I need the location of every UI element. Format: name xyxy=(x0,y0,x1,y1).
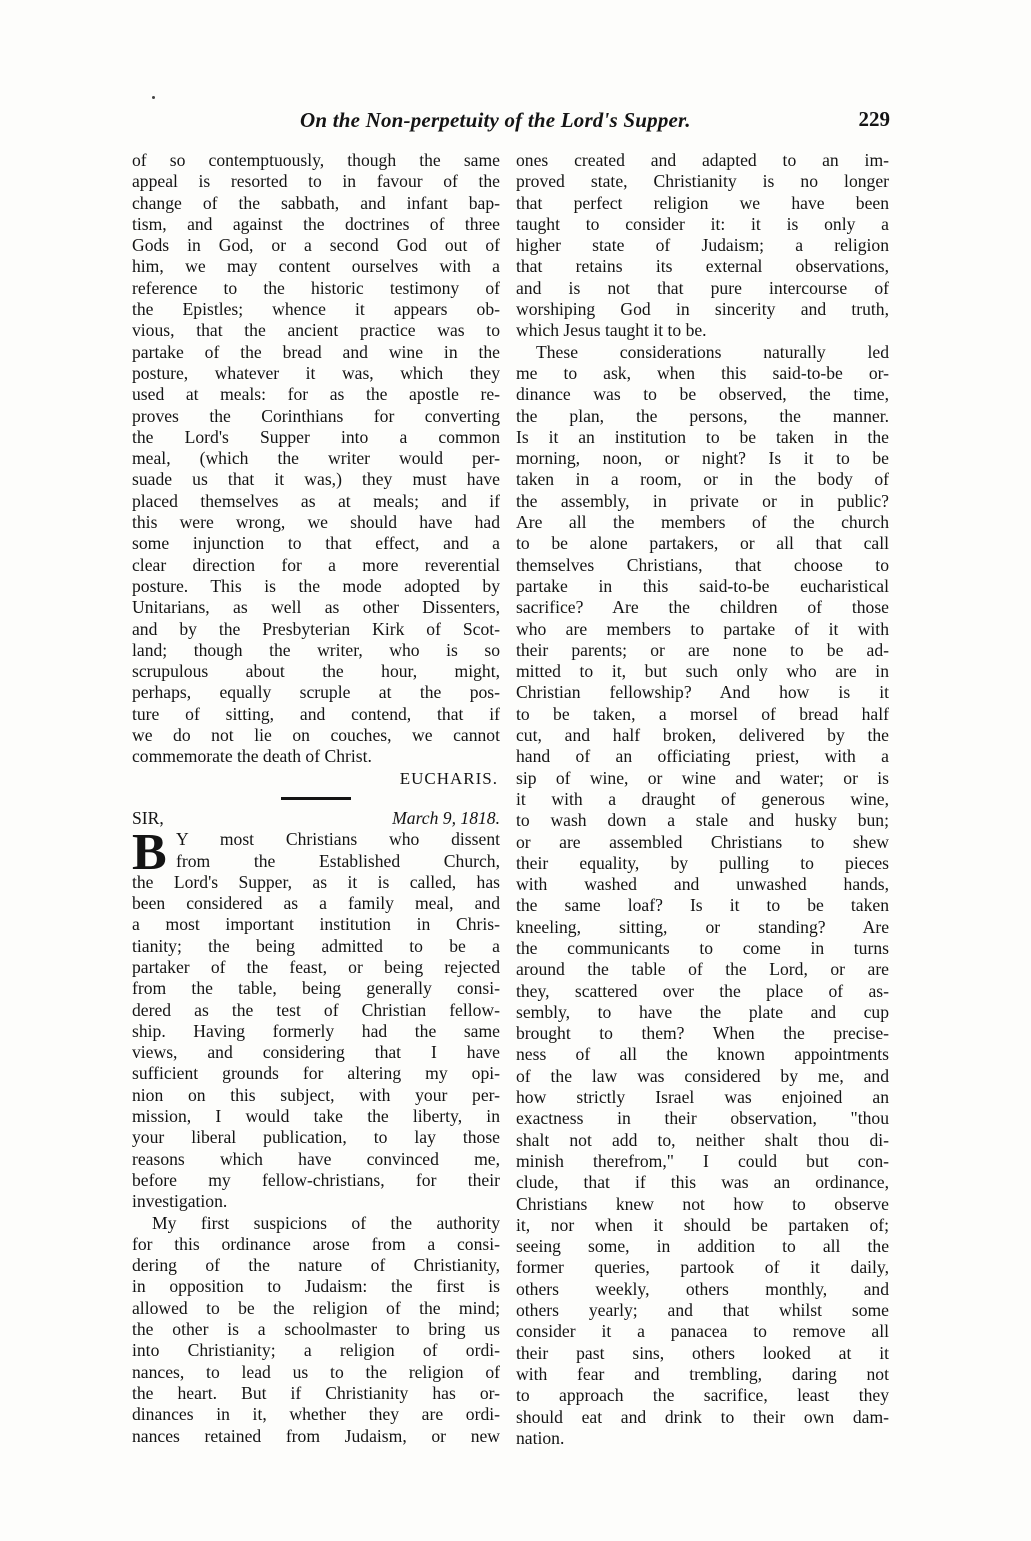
letter-dateline xyxy=(132,808,500,829)
text-line: or are assembled Christians to shew xyxy=(516,831,889,852)
text-line: the plan, the persons, the manner. xyxy=(516,405,889,426)
text-line: how strictly Israel was enjoined an xyxy=(516,1087,889,1108)
text-line: commemorate the death of Christ. xyxy=(132,746,372,767)
text-line: to be alone partakers, or all that call xyxy=(516,533,889,554)
text-line: which Jesus taught it to be. xyxy=(516,320,707,341)
text-line: the communicants to come in turns xyxy=(516,937,889,958)
text-line: should eat and drink to their own dam- xyxy=(516,1406,889,1427)
text-line: this were wrong, we should have had xyxy=(132,512,500,533)
text-line: Christian fellowship? And how is it xyxy=(516,682,889,703)
text-line: been considered as a family meal, and xyxy=(132,893,500,914)
running-head xyxy=(130,108,890,138)
text-line: exactness in their observation, "thou xyxy=(516,1108,889,1129)
text-line: for this ordinance arose from a consi- xyxy=(132,1233,500,1254)
text-line: clude, that if this was an ordinance, xyxy=(516,1172,889,1193)
text-line: Is it an institution to be taken in the xyxy=(516,426,889,447)
text-line: to be taken, a morsel of bread half xyxy=(516,703,889,724)
text-line: others yearly; and that whilst some xyxy=(516,1300,889,1321)
text-line: mission, I would take the liberty, in xyxy=(132,1106,500,1127)
text-line: appeal is resorted to in favour of the xyxy=(132,171,500,192)
text-line: me to ask, when this said-to-be or- xyxy=(516,362,889,383)
text-line: who are members to partake of it with xyxy=(516,618,889,639)
text-line: vious, that the ancient practice was to xyxy=(132,320,500,341)
text-line: the Lord's Supper, as it is called, has xyxy=(132,871,500,892)
text-line: and is not that pure intercourse of xyxy=(516,277,889,298)
text-line: dering of the nature of Christianity, xyxy=(132,1255,500,1276)
right-column-text xyxy=(516,150,889,1449)
text-line: him, we may content ourselves with a xyxy=(132,256,500,277)
text-line: ture of sitting, and contend, that if xyxy=(132,703,500,724)
text-line: nances retained from Judaism, or new xyxy=(132,1425,500,1446)
text-line: into Christianity; a religion of ordi- xyxy=(132,1340,500,1361)
text-line: the assembly, in private or in public? xyxy=(516,490,889,511)
text-line: around the table of the Lord, or are xyxy=(516,959,889,980)
text-line: partake of the bread and wine in the xyxy=(132,341,500,362)
left-column-text xyxy=(132,150,500,768)
text-line: investigation. xyxy=(132,1191,228,1212)
print-speck xyxy=(152,96,155,99)
text-line: the same loaf? Is it to be taken xyxy=(516,895,889,916)
text-line: partake in this said-to-be eucharistical xyxy=(516,575,889,596)
text-line: some injunction to that effect, and a xyxy=(132,533,500,554)
text-line: your liberal publication, to lay those xyxy=(132,1127,500,1148)
text-line: former queries, partook of it daily, xyxy=(516,1257,889,1278)
text-line: views, and considering that I have xyxy=(132,1042,500,1063)
text-line: clear direction for a more reverential xyxy=(132,554,500,575)
text-line: My first suspicions of the authority xyxy=(152,1212,500,1233)
text-line: from the Established Church, xyxy=(176,850,500,871)
running-title: On the Non-perpetuity of the Lord's Supper. xyxy=(300,108,691,132)
text-line: kneeling, sitting, or standing? Are xyxy=(516,916,889,937)
text-line: shalt not add to, neither shalt thou di- xyxy=(516,1129,889,1150)
text-line: mitted to it, but such only who are in xyxy=(516,661,889,682)
left-column xyxy=(132,150,500,1447)
text-line: posture, whatever it was, which they xyxy=(132,362,500,383)
text-line: change of the sabbath, and infant bap- xyxy=(132,192,500,213)
text-line: posture. This is the mode adopted by xyxy=(132,575,500,596)
text-line: tianity; the being admitted to be a xyxy=(132,935,500,956)
text-line: themselves Christians, that choose to xyxy=(516,554,889,575)
text-line: placed themselves as at meals; and if xyxy=(132,490,500,511)
text-line: Y most Christians who dissent xyxy=(176,829,500,850)
text-line: land; though the writer, who is so xyxy=(132,639,500,660)
text-line: nances, to lead us to the religion of xyxy=(132,1361,500,1382)
text-line: with fear and trembling, daring not xyxy=(516,1363,889,1384)
text-line: to wash down a stale and husky bun; xyxy=(516,810,889,831)
text-line: the Epistles; whence it appears ob- xyxy=(132,299,500,320)
text-line: hand of an officiating priest, with a xyxy=(516,746,889,767)
text-line: tism, and against the doctrines of three xyxy=(132,213,500,234)
text-line: Gods in God, or a second God out of xyxy=(132,235,500,256)
signature: EUCHARIS. xyxy=(399,768,498,788)
text-line: sacrifice? Are the children of those xyxy=(516,597,889,618)
text-line: ones created and adapted to an im- xyxy=(516,150,889,170)
text-line: the other is a schoolmaster to bring us xyxy=(132,1319,500,1340)
text-line: it with a draught of generous wine, xyxy=(516,788,889,809)
text-line: that perfect religion we have been xyxy=(516,192,889,213)
text-line: the heart. But if Christianity has or- xyxy=(132,1382,500,1403)
text-line: of the law was considered by me, and xyxy=(516,1065,889,1086)
text-line: These considerations naturally led xyxy=(536,341,889,362)
text-line: sip of wine, or wine and water; or is xyxy=(516,767,889,788)
letter-body xyxy=(132,824,500,1447)
text-line: others weekly, others monthly, and xyxy=(516,1278,889,1299)
text-line: taught to consider it: it is only a xyxy=(516,213,889,234)
text-line: taken in a room, or in the body of xyxy=(516,469,889,490)
text-line: perhaps, equally scruple at the pos- xyxy=(132,682,500,703)
text-line: before my fellow-christians, for their xyxy=(132,1169,500,1190)
text-line: their equality, by pulling to pieces xyxy=(516,852,889,873)
page-number: 229 xyxy=(858,107,890,131)
text-line: dinance was to be observed, the time, xyxy=(516,384,889,405)
text-line: scrupulous about the hour, might, xyxy=(132,661,500,682)
text-line: reasons which have convinced me, xyxy=(132,1148,500,1169)
text-line: higher state of Judaism; a religion xyxy=(516,235,889,256)
text-line: meal, (which the writer would per- xyxy=(132,448,500,469)
text-line: of so contemptuously, though the same xyxy=(132,150,500,170)
section-rule xyxy=(281,797,351,800)
text-line: ness of all the known appointments xyxy=(516,1044,889,1065)
text-line: Christians knew not how to observe xyxy=(516,1193,889,1214)
text-line: we do not lie on couches, we cannot xyxy=(132,725,500,746)
text-line: their past sins, others looked at it xyxy=(516,1342,889,1363)
text-line: in opposition to Judaism: the first is xyxy=(132,1276,500,1297)
right-column xyxy=(516,150,889,1449)
text-line: and by the Presbyterian Kirk of Scot- xyxy=(132,618,500,639)
text-line: cut, and half broken, delivered by the xyxy=(516,725,889,746)
text-line: reference to the historic testimony of xyxy=(132,277,500,298)
text-line: that retains its external observations, xyxy=(516,256,889,277)
text-line: Are all the members of the church xyxy=(516,512,889,533)
text-line: seeing some, in addition to all the xyxy=(516,1236,889,1257)
drop-cap: B xyxy=(132,824,167,882)
text-line: sembly, to have the plate and cup xyxy=(516,1001,889,1022)
letter-date: March 9, 1818. xyxy=(392,807,500,828)
text-line: proves the Corinthians for converting xyxy=(132,405,500,426)
text-line: the Lord's Supper into a common xyxy=(132,426,500,447)
text-line: used at meals: for as the apostle re- xyxy=(132,384,500,405)
text-line: dinances in it, whether they are ordi- xyxy=(132,1404,500,1425)
text-line: consider it a panacea to remove all xyxy=(516,1321,889,1342)
text-line: nion on this subject, with your per- xyxy=(132,1084,500,1105)
salutation: SIR, xyxy=(132,807,164,828)
text-line: a most important institution in Chris- xyxy=(132,914,500,935)
text-line: it, nor when it should be partaken of; xyxy=(516,1214,889,1235)
text-line: dered as the test of Christian fellow- xyxy=(132,999,500,1020)
text-line: nation. xyxy=(516,1427,565,1448)
text-line: proved state, Christianity is no longer xyxy=(516,171,889,192)
text-line: their parents; or are none to be ad- xyxy=(516,639,889,660)
text-line: suade us that it was,) they must have xyxy=(132,469,500,490)
text-line: ship. Having formerly had the same xyxy=(132,1020,500,1041)
text-line: partaker of the feast, or being rejected xyxy=(132,956,500,977)
text-line: to approach the sacrifice, least they xyxy=(516,1385,889,1406)
text-line: minish therefrom," I could but con- xyxy=(516,1150,889,1171)
text-line: morning, noon, or night? Is it to be xyxy=(516,448,889,469)
text-line: from the table, being generally consi- xyxy=(132,978,500,999)
text-line: worshiping God in sincerity and truth, xyxy=(516,299,889,320)
text-line: brought to them? When the precise- xyxy=(516,1023,889,1044)
text-line: allowed to be the religion of the mind; xyxy=(132,1297,500,1318)
letter-text xyxy=(132,824,500,1447)
text-line: Unitarians, as well as other Dissenters, xyxy=(132,597,500,618)
text-line: sufficient grounds for altering my opi- xyxy=(132,1063,500,1084)
text-line: they, scattered over the place of as- xyxy=(516,980,889,1001)
text-line: with washed and unwashed hands, xyxy=(516,874,889,895)
